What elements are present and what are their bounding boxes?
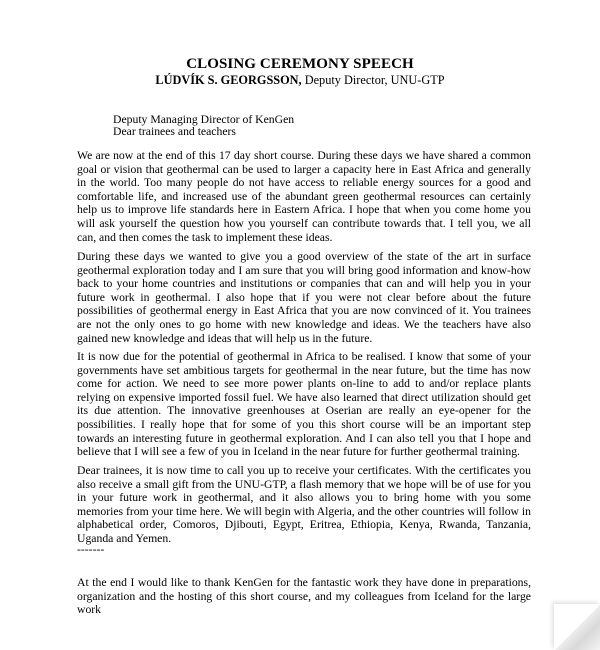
speaker-name: LÚDVÍK S. GEORGSSON, bbox=[155, 73, 302, 87]
paragraph: It is now due for the potential of geothermal in Africa to be realised. I know that some of your governments have set ambitious targets for geothermal in the near future, but the time has now come for action. We need to see more power plants on-line to add to and/or replace plants relying on expensive imported fossil fuel. We have also learned that direct utilization should get its due attention. The innovative greenhouses at Oserian are really an eye-opener for the possibilities. I really hope that for some of you this short course will be an important step towards an interesting future in geothermal exploration. And I can also tell you that I hope and believe that I will see a few of you in Iceland in the near future for further geothermal training. bbox=[77, 350, 531, 459]
document-title: CLOSING CEREMONY SPEECH bbox=[186, 56, 414, 72]
paragraph: Dear trainees, it is now time to call you up to receive your certificates. With the certificates you also receive a small gift from the UNU-GTP, a flash memory that we hope will be of use for you in your future work in geothermal, and it also allows you to bring home with you some memories from your time here. We will begin with Algeria, and the other countries will follow in alphabetical order, Comoros, Djibouti, Egypt, Eritrea, Ethiopia, Kenya, Rwanda, Tanzania, Uganda and Yemen. bbox=[77, 464, 531, 545]
speaker-role: Deputy Director, UNU-GTP bbox=[301, 73, 445, 87]
paragraph: During these days we wanted to give you a good overview of the state of the art in surface geothermal exploration today and I am sure that you will bring good information and know-how back to your home countries and institutions or companies that can and will help you in your future work in geothermal. I also hope that if you were not clear before about the future possibilities of geothermal energy in East Africa that you are now convinced of it. You trainees are not the only ones to go home with new knowledge and ideas. We the teachers have also gained new knowledge and ideas that will help us in the future. bbox=[77, 250, 531, 345]
page-curl-corner bbox=[554, 604, 600, 650]
paragraph: At the end I would like to thank KenGen for the fantastic work they have done in preparations, organization and the hosting of this short course, and my colleagues from Iceland for the large work bbox=[77, 576, 531, 617]
addressee-line-2: Dear trainees and teachers bbox=[113, 125, 236, 138]
speaker-line bbox=[0, 73, 600, 88]
paragraph: We are now at the end of this 17 day short course. During these days we have shared a common goal or vision that geothermal can be used to larger a capacity here in East Africa and generally in the world. Too many people do not have access to reliable energy sources for a good and comfortable life, and increased use of the abundant green geothermal resources can certainly help us to improve life standards here in Eastern Africa. I hope that when you come home you will ask yourself the question how you yourself can contribute towards that. I tell you, we all can, and then comes the task to implement these ideas. bbox=[77, 149, 531, 244]
addressee-line-1: Deputy Managing Director of KenGen bbox=[113, 113, 295, 126]
section-separator: ------- bbox=[77, 543, 105, 556]
